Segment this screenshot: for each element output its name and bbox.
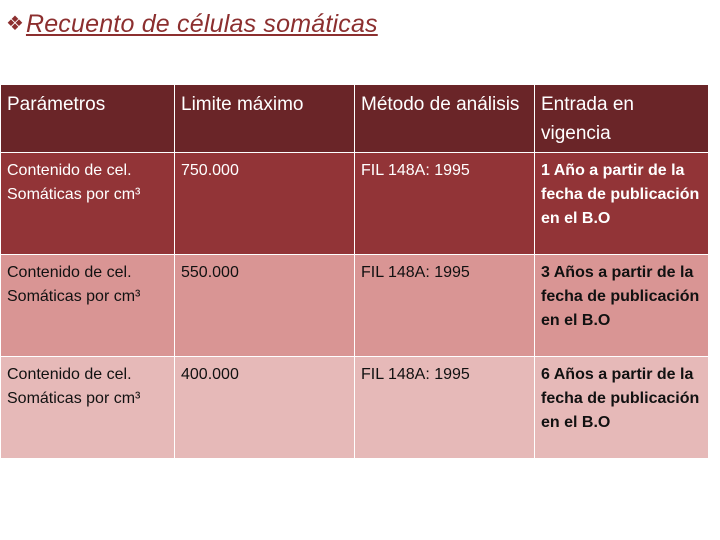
cell-metodo: FIL 148A: 1995	[355, 357, 535, 459]
cell-vigencia: 1 Año a partir de la fecha de publicación en el B.O	[535, 153, 709, 255]
slide-title-row	[6, 6, 378, 42]
cell-limite: 750.000	[175, 153, 355, 255]
cell-vigencia: 3 Años a partir de la fecha de publicación en el B.O	[535, 255, 709, 357]
cell-metodo: FIL 148A: 1995	[355, 255, 535, 357]
cell-parametro: Contenido de cel. Somáticas por cm³	[1, 255, 175, 357]
cell-metodo: FIL 148A: 1995	[355, 153, 535, 255]
somatic-cells-table	[0, 84, 709, 459]
cell-limite: 550.000	[175, 255, 355, 357]
diamond-bullet-icon: ❖	[6, 13, 24, 35]
header-cell-parametros: Parámetros	[1, 85, 175, 153]
table-row	[1, 357, 709, 459]
cell-limite: 400.000	[175, 357, 355, 459]
table-row	[1, 255, 709, 357]
header-cell-entrada-en-vigencia: Entrada en vigencia	[535, 85, 709, 153]
cell-parametro: Contenido de cel. Somáticas por cm³	[1, 153, 175, 255]
slide-title: Recuento de células somáticas	[25, 9, 378, 38]
header-cell-metodo-de-analisis: Método de análisis	[355, 85, 535, 153]
table-header-row	[1, 85, 709, 153]
table-row	[1, 153, 709, 255]
cell-vigencia: 6 Años a partir de la fecha de publicación en el B.O	[535, 357, 709, 459]
cell-parametro: Contenido de cel. Somáticas por cm³	[1, 357, 175, 459]
header-cell-limite-maximo: Limite máximo	[175, 85, 355, 153]
